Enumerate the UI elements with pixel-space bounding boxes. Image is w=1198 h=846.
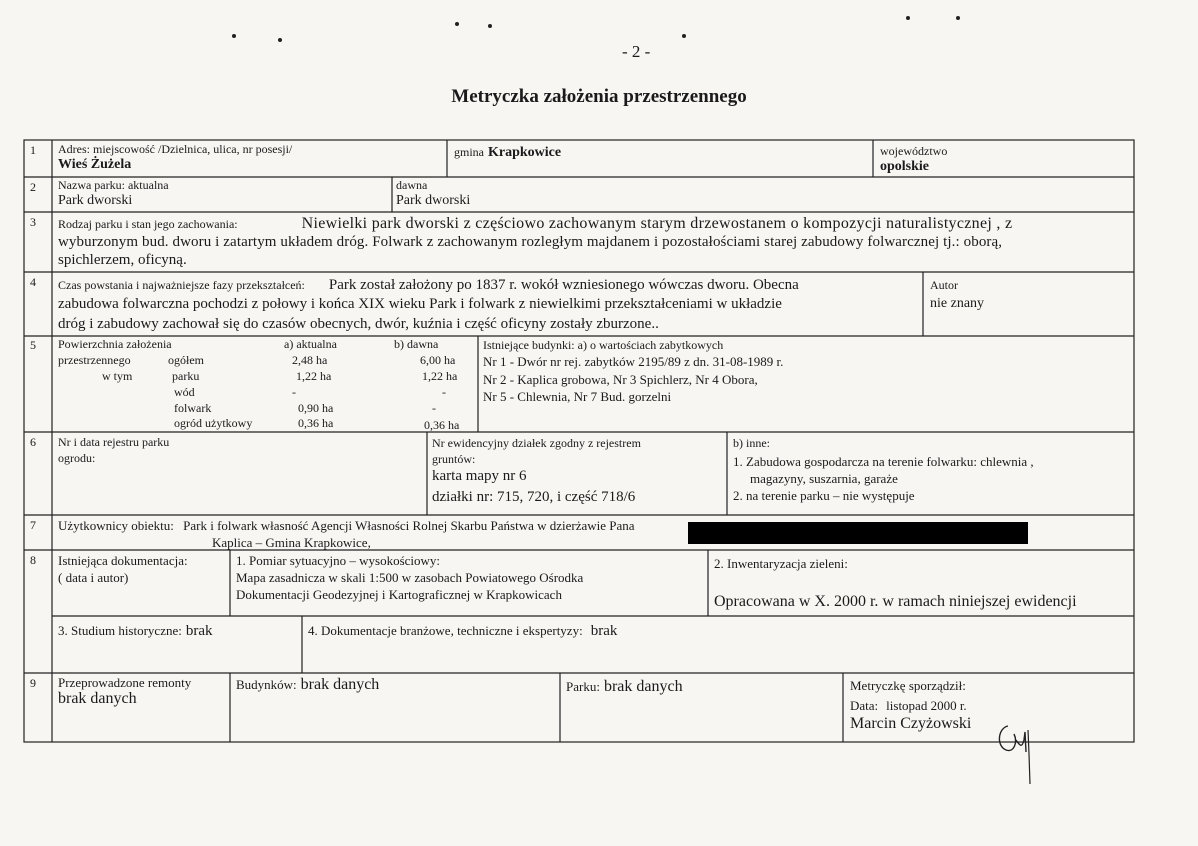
buildings-item-3: Nr 5 - Chlewnia, Nr 7 Bud. gorzelni [483,389,672,404]
scan-speck [956,16,960,20]
park-name-value: Park dworski [58,193,133,208]
inventory-value: Opracowana w X. 2000 r. w ramach niniejszej ewidencji [714,593,1077,610]
scan-speck [682,34,686,38]
plots-label-1: Nr ewidencyjny działek zgodny z rejestrem [432,436,641,450]
area-label-1: Powierzchnia założenia [58,337,172,351]
park-type-text-1: Niewielki park dworski z częściowo zachowanym starym drzewostanem o kompozycji naturalistycznej , z [301,215,1013,232]
prepared-by-name: Marcin Czyżowski [850,715,972,732]
area-total-former: 6,00 ha [420,353,456,367]
registry-label-1: Nr i data rejestru parku [58,435,170,449]
users-line1 [58,518,635,534]
page-number: - 2 - [622,42,651,61]
row-number: 9 [30,676,36,690]
documentation-label-1: Istniejąca dokumentacja: [58,553,188,568]
registry-label-2: ogrodu: [58,451,96,465]
technical-docs [308,622,617,640]
area-water-current: - [292,385,296,399]
park-name-label: Nazwa parku: aktualna [58,178,169,192]
row-number: 8 [30,553,36,567]
prepared-by-label: Metryczkę sporządził: [850,678,966,693]
address-label: Adres: miejscowość /Dzielnica, ulica, nr posesji/ [58,142,293,156]
row-number: 3 [30,215,36,229]
area-garden-label: ogród użytkowy [174,416,253,430]
users-value-1: Park i folwark własność Agencji Własności Rolnej Skarbu Państwa w dzierżawie Pana [183,518,635,533]
page-title: Metryczka założenia przestrzennego [451,86,747,107]
history-text-2: zabudowa folwarczna pochodzi z połowy i końca XIX wieku Park i folwark z niewielkimi przekształceniami w układzie [58,296,782,312]
area-folwark-current: 0,90 ha [298,401,334,415]
survey-line-1: Mapa zasadnicza w skali 1:500 w zasobach Powiatowego Ośrodka [236,570,584,585]
gmina-value: Krapkowice [488,145,562,160]
technical-docs-value: brak [590,623,618,639]
park-type-label: Rodzaj parku i stan jego zachowania: [58,217,238,231]
buildings-repairs-value: brak danych [300,676,380,693]
former-name-label: dawna [396,178,428,192]
documentation-label-2: ( data i autor) [58,570,129,585]
park-type-text-3: spichlerzem, oficyną. [58,252,187,268]
address-value: Wieś Żużela [58,157,132,172]
plots-label-2: gruntów: [432,452,476,466]
area-park-current: 1,22 ha [296,369,332,383]
area-park-label: parku [172,369,200,383]
users-label: Użytkownicy obiektu: [58,518,174,533]
buildings-item-2: Nr 2 - Kaplica grobowa, Nr 3 Spichlerz, Nr 4 Obora, [483,372,758,387]
scan-speck [232,34,236,38]
area-label-2: przestrzennego [58,353,131,367]
prepared-date [850,697,967,715]
users-value-2: Kaplica – Gmina Krapkowice, [212,535,371,550]
row-number: 2 [30,180,36,194]
plots-value-2: działki nr: 715, 720, i część 718/6 [432,489,636,505]
redaction-bar [688,522,1028,544]
prepared-date-value: listopad 2000 r. [886,698,967,713]
historical-study-value: brak [185,623,213,639]
survey-line-2: Dokumentacji Geodezyjnej i Kartograficznej w Krapkowicach [236,587,562,602]
scan-speck [488,24,492,28]
gmina-label: gmina [454,145,484,159]
repairs-value: brak danych [58,690,137,707]
park-repairs-label: Parku: [566,679,600,694]
area-folwark-label: folwark [174,401,212,415]
area-water-former: - [442,385,446,399]
plots-value-1: karta mapy nr 6 [432,468,527,484]
inventory-label: 2. Inwentaryzacja zieleni: [714,556,848,571]
technical-docs-label: 4. Dokumentacje branżowe, techniczne i ekspertyzy: [308,623,583,638]
buildings-label: Istniejące budynki: a) o wartościach zabytkowych [483,338,724,352]
row-number: 4 [30,275,36,289]
area-water-label: wód [174,385,195,399]
survey-label: 1. Pomiar sytuacyjno – wysokościowy: [236,553,441,568]
other-item-3: 2. na terenie parku – nie występuje [733,488,915,503]
row-number: 6 [30,435,36,449]
prepared-date-label: Data: [850,698,879,713]
history-label: Czas powstania i najważniejsze fazy przekształceń: [58,278,305,292]
history-line1 [58,276,799,294]
area-total-label: ogółem [168,353,204,367]
former-name-value: Park dworski [396,193,471,208]
buildings-repairs-label: Budynków: [236,677,297,692]
area-col-former: b) dawna [394,337,439,351]
area-col-current: a) aktualna [284,337,337,351]
park-repairs-value: brak danych [603,678,683,695]
area-wtym-label: w tym [102,369,133,383]
buildings-item-1: Nr 1 - Dwór nr rej. zabytków 2195/89 z dn. 31-08-1989 r. [483,354,784,369]
voivodeship-value: opolskie [880,159,930,174]
area-garden-former: 0,36 ha [424,418,460,432]
area-garden-current: 0,36 ha [298,416,334,430]
area-folwark-former: - [432,401,436,415]
history-text-3: dróg i zabudowy zachował się do czasów obecnych, dwór, kuźnia i część oficyny zostały zburzone.. [58,316,659,332]
park-type-text-2: wyburzonym bud. dworu i zatartym układem dróg. Folwark z zachowanym rozległym majdanem i pozostałościami starej zabudowy folwarcznej tj.: oborą, [58,234,1003,250]
historical-study-label: 3. Studium historyczne: [58,623,182,638]
area-park-former: 1,22 ha [422,369,458,383]
historical-study [58,622,213,640]
area-total-current: 2,48 ha [292,353,328,367]
author-value: nie znany [930,296,985,311]
history-text-1: Park został założony po 1837 r. wokół wzniesionego wówczas dworu. Obecna [328,277,799,293]
signature-mark [994,718,1044,788]
other-item-2: magazyny, suszarnia, garaże [750,471,898,486]
author-label: Autor [930,278,958,292]
row-number: 5 [30,338,36,352]
other-label: b) inne: [733,436,770,450]
scan-speck [906,16,910,20]
scan-speck [278,38,282,42]
scan-speck [455,22,459,26]
row-number: 7 [30,518,36,532]
row-number: 1 [30,143,36,157]
park-repairs [566,678,683,696]
repairs-label: Przeprowadzone remonty [58,675,192,690]
park-type-line1 [58,214,1130,233]
buildings-repairs [236,676,379,694]
other-item-1: 1. Zabudowa gospodarcza na terenie folwarku: chlewnia , [733,454,1034,469]
gmina-field [454,143,561,161]
voivodeship-label: województwo [880,144,948,158]
